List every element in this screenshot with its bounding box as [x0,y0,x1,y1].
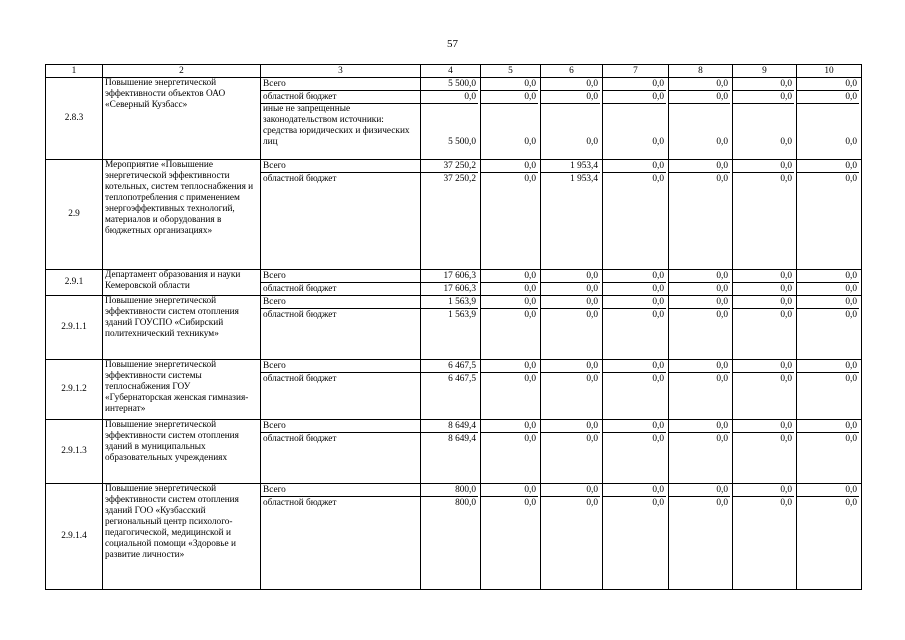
amount-value: 0,0 [797,90,859,103]
amount-value: 0,0 [541,372,600,385]
value-cell [797,160,862,270]
amount-value: 17 606,3 [443,271,476,281]
value-cell [421,270,481,296]
amount-value: 0,0 [524,361,536,371]
amount-value: 0,0 [845,485,857,495]
value-cell [421,484,481,590]
amount-value: 0,0 [797,103,859,159]
amount-value: 8 649,4 [421,432,478,445]
header-row [46,65,862,78]
amount-value: 0,0 [603,432,666,445]
value-cell [603,420,669,484]
row-name: Повышение энергетической эффективности систем отопления зданий в муниципальных образовательных учреждениях [103,420,261,484]
row-name: Мероприятие «Повышение энергетической эффективности котельных, систем теплоснабжения и теплопотребления с применением энергоэффективных технологий, материалов и оборудования в бюджетных организациях» [103,160,261,270]
value-cell [481,360,541,420]
value-cell [669,484,733,590]
funding-source-cell [261,296,421,360]
amount-value: 0,0 [780,361,792,371]
value-cell [669,78,733,160]
amount-value: 0,0 [481,90,538,103]
amount-value: 1 563,9 [421,308,478,321]
amount-value: 0,0 [669,103,730,159]
value-cell [797,484,862,590]
amount-value: 0,0 [797,308,859,321]
amount-value: 0,0 [652,79,664,89]
amount-value: 0,0 [669,496,730,509]
amount-value: 0,0 [780,485,792,495]
amount-value: 0,0 [733,372,794,385]
value-cell [669,160,733,270]
value-cell [733,296,797,360]
value-cell [797,270,862,296]
amount-value: 0,0 [652,361,664,371]
row-name: Повышение энергетической эффективности систем отопления зданий ГОО «Кузбасский региональный центр психолого-педагогической, медицинской и социальной помощи «Здоровье и развитие личности» [103,484,261,590]
amount-value: 0,0 [603,172,666,185]
amount-value: 0,0 [716,297,728,307]
amount-value: 0,0 [845,161,857,171]
amount-value: 800,0 [421,496,478,509]
header-cell: 10 [797,65,862,78]
value-cell [603,484,669,590]
value-cell [797,360,862,420]
amount-value: 0,0 [797,172,859,185]
amount-value: 0,0 [669,432,730,445]
amount-value: 0,0 [669,172,730,185]
amount-value: 0,0 [586,297,598,307]
amount-value: 8 649,4 [448,421,476,431]
amount-value: 37 250,2 [443,161,476,171]
amount-value: 0,0 [652,421,664,431]
value-cell [733,360,797,420]
amount-value: 0,0 [541,432,600,445]
value-cell [603,270,669,296]
row-code: 2.9 [46,160,103,270]
funding-source-label: областной бюджет [261,496,420,509]
amount-value: 0,0 [586,421,598,431]
amount-value: 0,0 [541,496,600,509]
value-cell [797,78,862,160]
value-cell [541,270,603,296]
value-cell [481,296,541,360]
value-cell [669,360,733,420]
amount-value: 0,0 [716,361,728,371]
value-cell [669,296,733,360]
row-code: 2.9.1.1 [46,296,103,360]
value-cell [541,360,603,420]
value-cell [603,78,669,160]
header-cell: 6 [541,65,603,78]
amount-value: 0,0 [652,297,664,307]
row-name: Департамент образования и науки Кемеровской области [103,270,261,296]
amount-value: 0,0 [733,282,794,295]
amount-value: 1 953,4 [570,161,598,171]
header-cell: 5 [481,65,541,78]
amount-value: 0,0 [481,496,538,509]
funding-source-label: Всего [263,79,286,89]
amount-value: 0,0 [586,361,598,371]
amount-value: 0,0 [524,297,536,307]
amount-value: 0,0 [845,271,857,281]
value-cell [541,296,603,360]
amount-value: 0,0 [780,79,792,89]
row-code: 2.9.1.2 [46,360,103,420]
value-cell [421,360,481,420]
amount-value: 0,0 [716,421,728,431]
amount-value: 0,0 [524,485,536,495]
value-cell [481,420,541,484]
value-cell [603,160,669,270]
funding-source-label: областной бюджет [261,172,420,185]
amount-value: 0,0 [603,90,666,103]
amount-value: 0,0 [481,282,538,295]
amount-value: 0,0 [586,271,598,281]
funding-source-label: Всего [263,161,286,171]
amount-value: 0,0 [481,372,538,385]
amount-value: 1 563,9 [448,297,476,307]
budget-table [45,64,862,590]
value-cell [669,270,733,296]
value-cell [421,78,481,160]
amount-value: 0,0 [716,271,728,281]
amount-value: 5 500,0 [448,79,476,89]
amount-value: 1 953,4 [541,172,600,185]
amount-value: 0,0 [733,308,794,321]
value-cell [541,484,603,590]
amount-value: 5 500,0 [421,103,478,159]
funding-source-label: Всего [263,271,286,281]
table-row [46,78,862,160]
amount-value: 0,0 [652,485,664,495]
amount-value: 0,0 [524,161,536,171]
funding-source-label: Всего [263,485,286,495]
funding-source-label: областной бюджет [261,372,420,385]
amount-value: 0,0 [541,90,600,103]
amount-value: 0,0 [421,90,478,103]
amount-value: 6 467,5 [421,372,478,385]
funding-source-cell [261,420,421,484]
amount-value: 0,0 [797,282,859,295]
amount-value: 0,0 [652,161,664,171]
value-cell [733,420,797,484]
amount-value: 0,0 [845,297,857,307]
amount-value: 800,0 [455,485,476,495]
row-code: 2.9.1.3 [46,420,103,484]
table-row [46,420,862,484]
value-cell [481,270,541,296]
funding-source-label: Всего [263,297,286,307]
amount-value: 0,0 [780,161,792,171]
value-cell [421,160,481,270]
value-cell [669,420,733,484]
amount-value: 0,0 [524,271,536,281]
amount-value: 0,0 [541,308,600,321]
value-cell [603,360,669,420]
header-cell: 1 [46,65,103,78]
amount-value: 37 250,2 [421,172,478,185]
amount-value: 0,0 [586,485,598,495]
amount-value: 0,0 [541,103,600,159]
value-cell [541,78,603,160]
value-cell [421,420,481,484]
funding-source-label: Всего [263,421,286,431]
value-cell [733,78,797,160]
funding-source-label: областной бюджет [261,432,420,445]
header-cell: 9 [733,65,797,78]
amount-value: 0,0 [669,90,730,103]
row-code: 2.9.1 [46,270,103,296]
amount-value: 0,0 [669,372,730,385]
funding-source-cell [261,78,421,160]
row-code: 2.8.3 [46,78,103,160]
funding-source-label: иные не запрещенные законодательством источники: средства юридических и физических лиц [261,103,420,148]
amount-value: 0,0 [716,161,728,171]
table-row [46,296,862,360]
amount-value: 0,0 [733,90,794,103]
value-cell [541,160,603,270]
amount-value: 0,0 [481,103,538,159]
funding-source-label: областной бюджет [261,90,420,103]
amount-value: 0,0 [845,79,857,89]
header-cell: 3 [261,65,421,78]
value-cell [733,484,797,590]
amount-value: 0,0 [716,79,728,89]
amount-value: 0,0 [845,421,857,431]
header-cell: 4 [421,65,481,78]
table-row [46,270,862,296]
table-row [46,160,862,270]
funding-source-cell [261,360,421,420]
value-cell [541,420,603,484]
value-cell [797,296,862,360]
value-cell [733,270,797,296]
funding-source-cell [261,160,421,270]
funding-source-label: областной бюджет [261,282,420,295]
amount-value: 0,0 [733,103,794,159]
amount-value: 0,0 [481,172,538,185]
amount-value: 0,0 [780,297,792,307]
funding-source-label: областной бюджет [261,308,420,321]
funding-source-label: Всего [263,361,286,371]
amount-value: 0,0 [797,496,859,509]
amount-value: 0,0 [733,496,794,509]
amount-value: 0,0 [603,103,666,159]
amount-value: 0,0 [780,421,792,431]
amount-value: 0,0 [716,485,728,495]
amount-value: 0,0 [733,172,794,185]
amount-value: 0,0 [603,308,666,321]
amount-value: 0,0 [603,282,666,295]
header-cell: 2 [103,65,261,78]
amount-value: 0,0 [669,282,730,295]
amount-value: 6 467,5 [448,361,476,371]
header-cell: 7 [603,65,669,78]
row-name: Повышение энергетической эффективности систем отопления зданий ГОУСПО «Сибирский политехнический техникум» [103,296,261,360]
amount-value: 0,0 [524,421,536,431]
amount-value: 0,0 [603,496,666,509]
value-cell [797,420,862,484]
table-row [46,360,862,420]
amount-value: 0,0 [669,308,730,321]
amount-value: 17 606,3 [421,282,478,295]
amount-value: 0,0 [524,79,536,89]
amount-value: 0,0 [652,271,664,281]
amount-value: 0,0 [481,432,538,445]
funding-source-cell [261,484,421,590]
amount-value: 0,0 [780,271,792,281]
value-cell [603,296,669,360]
table-row [46,484,862,590]
amount-value: 0,0 [845,361,857,371]
header-cell: 8 [669,65,733,78]
value-cell [481,484,541,590]
amount-value: 0,0 [797,432,859,445]
row-name: Повышение энергетической эффективности объектов ОАО «Северный Кузбасс» [103,78,261,160]
value-cell [481,78,541,160]
value-cell [421,296,481,360]
amount-value: 0,0 [586,79,598,89]
page-number: 57 [447,38,458,50]
row-name: Повышение энергетической эффективности системы теплоснабжения ГОУ «Губернаторская женская гимназия-интернат» [103,360,261,420]
value-cell [481,160,541,270]
funding-source-cell [261,270,421,296]
row-code: 2.9.1.4 [46,484,103,590]
amount-value: 0,0 [733,432,794,445]
amount-value: 0,0 [481,308,538,321]
value-cell [733,160,797,270]
amount-value: 0,0 [541,282,600,295]
amount-value: 0,0 [797,372,859,385]
amount-value: 0,0 [603,372,666,385]
